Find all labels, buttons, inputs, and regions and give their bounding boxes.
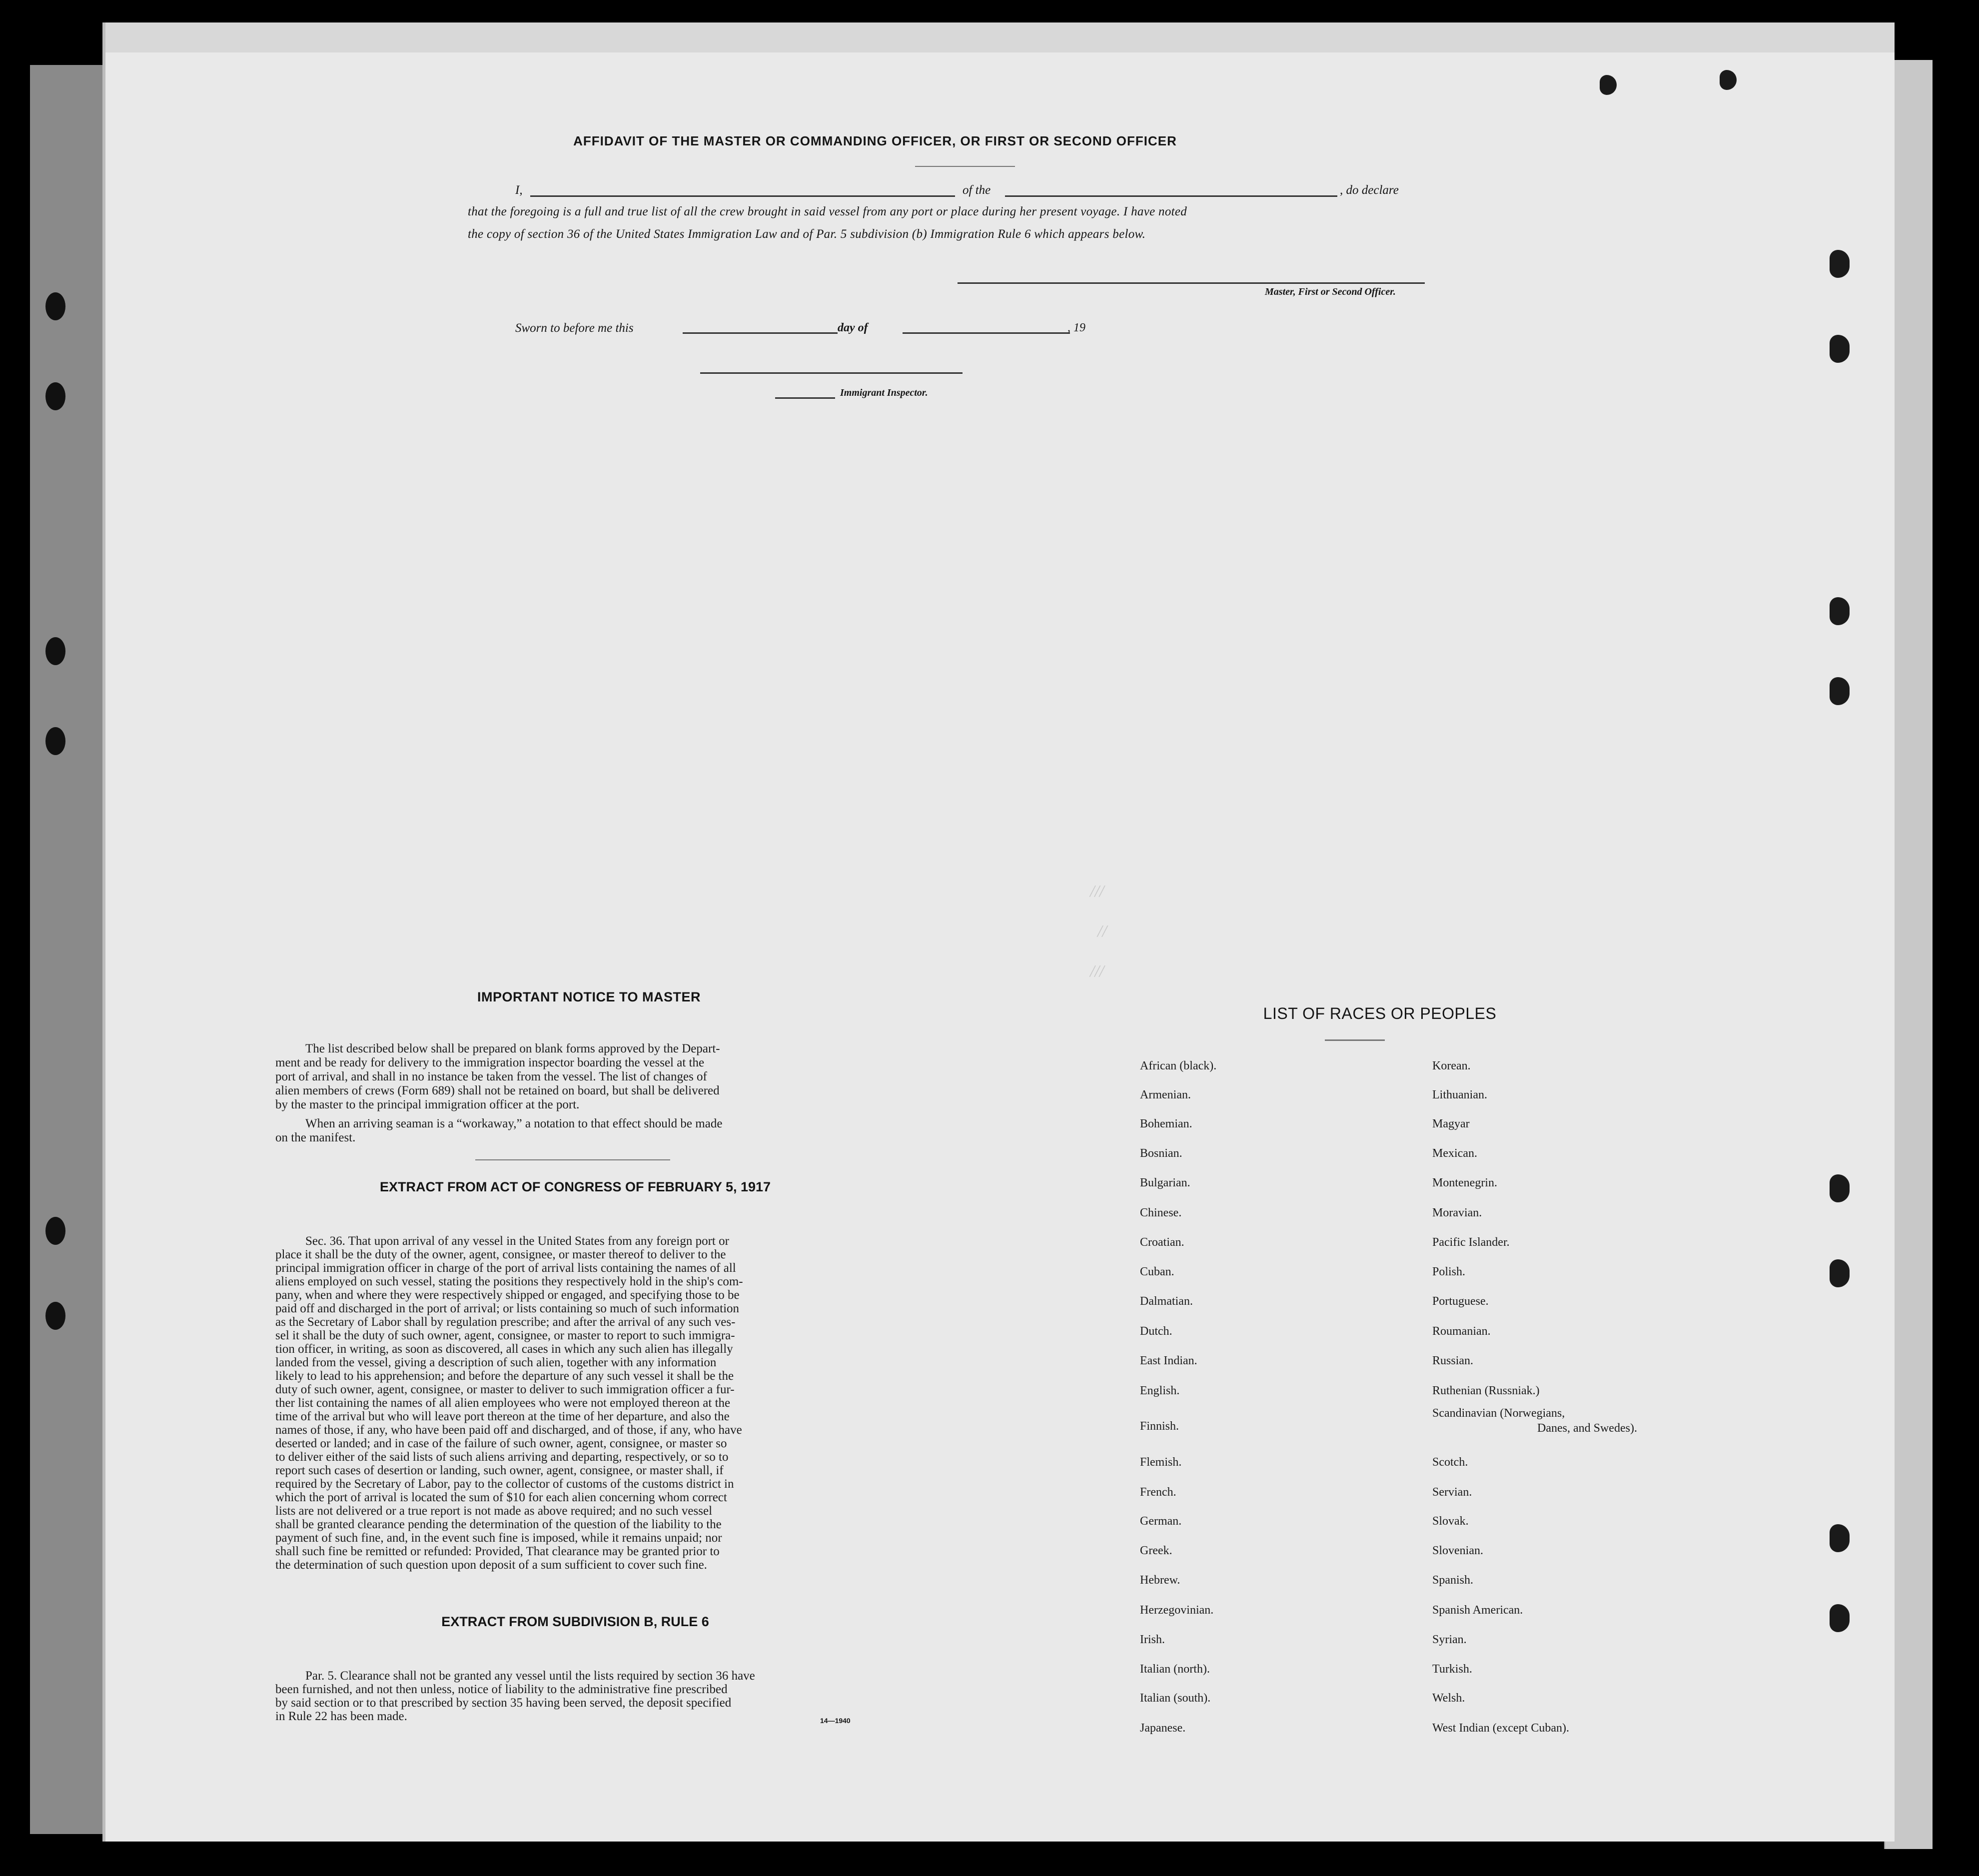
- year-prefix: , 19: [1067, 321, 1085, 334]
- punch-hole: [1720, 70, 1737, 90]
- race-entry: Turkish.: [1432, 1663, 1472, 1676]
- rule-line: by said section or to that prescribed by section 35 having been served, the deposit specified: [275, 1696, 732, 1710]
- race-entry: Montenegrin.: [1432, 1176, 1497, 1189]
- race-entry: Dutch.: [1140, 1325, 1172, 1338]
- day-of-label: day of: [838, 321, 868, 334]
- affidavit-line2: that the foregoing is a full and true list of all the crew brought in said vessel from any port or place during her present voyage. I have noted: [468, 205, 1187, 218]
- notice-paragraph-2: [275, 1117, 875, 1145]
- notice-line: on the manifest.: [275, 1131, 356, 1144]
- act-line: payment of such fine, and, in the event such fine is imposed, while it remains unpaid; nor: [275, 1531, 722, 1545]
- race-entry: Greek.: [1140, 1544, 1172, 1557]
- bleed-through-mark: ///: [1090, 882, 1104, 901]
- act-line: Sec. 36. That upon arrival of any vessel in the United States from any foreign port or: [305, 1234, 729, 1248]
- act-line: pany, when and where they were respectively shipped or engaged, and specifying those to be: [275, 1288, 740, 1302]
- bleed-through-mark: //: [1097, 922, 1107, 940]
- punch-hole: [1830, 250, 1850, 278]
- act-line: deserted or landed; and in case of the failure of such owner, agent, consignee, or master so: [275, 1437, 727, 1450]
- punch-hole: [1830, 597, 1850, 625]
- race-entry-continuation: Danes, and Swedes).: [1537, 1422, 1637, 1435]
- race-entry: Spanish American.: [1432, 1604, 1523, 1617]
- act-line: which the port of arrival is located the sum of $10 for each alien concerning whom correct: [275, 1491, 727, 1504]
- extract-act-title: EXTRACT FROM ACT OF CONGRESS OF FEBRUARY 5, 1917: [379, 1179, 771, 1194]
- extract-act-text: [275, 1234, 875, 1572]
- race-entry: Scotch.: [1432, 1456, 1468, 1469]
- race-entry: Roumanian.: [1432, 1325, 1491, 1338]
- race-entry: Italian (north).: [1140, 1663, 1210, 1676]
- punch-hole: [45, 1217, 65, 1245]
- race-entry: Slovak.: [1432, 1515, 1469, 1528]
- act-line: the determination of such question upon deposit of a sum sufficient to cover such fine.: [275, 1558, 707, 1572]
- race-entry: Spanish.: [1432, 1574, 1474, 1587]
- act-line: principal immigration officer in charge of the port of arrival lists containing the names of all: [275, 1261, 736, 1275]
- affidavit-line3: the copy of section 36 of the United States Immigration Law and of Par. 5 subdivision (b) Immigration Rule 6 which appears below.: [468, 227, 1146, 241]
- signature-label: Master, First or Second Officer.: [1265, 286, 1396, 297]
- race-entry: Korean.: [1432, 1059, 1471, 1072]
- act-line: to deliver either of the said lists of such aliens arriving and departing, respectively, or so to: [275, 1450, 729, 1464]
- rule-line: been furnished, and not then unless, notice of liability to the administrative fine prescribed: [275, 1683, 728, 1696]
- form-number: 14—1940: [820, 1717, 851, 1725]
- race-entry: Bohemian.: [1140, 1117, 1192, 1130]
- race-entry: Syrian.: [1432, 1633, 1467, 1646]
- race-entry: Croatian.: [1140, 1236, 1184, 1249]
- act-line: required by the Secretary of Labor, pay to the collector of customs of the customs district in: [275, 1477, 734, 1491]
- act-line: aliens employed on such vessel, stating the positions they respectively hold in the ship's com-: [275, 1275, 743, 1288]
- affidavit-title: AFFIDAVIT OF THE MASTER OR COMMANDING OFFICER, OR FIRST OR SECOND OFFICER: [573, 133, 1177, 148]
- race-entry: Chinese.: [1140, 1206, 1182, 1219]
- act-line: names of those, if any, who have been paid off and discharged, and of those, if any, who have: [275, 1423, 742, 1437]
- rule-line: in Rule 22 has been made.: [275, 1710, 407, 1723]
- act-line: place it shall be the duty of the owner, agent, consignee, or master thereof to deliver to the: [275, 1248, 726, 1261]
- act-line: ther list containing the names of all alien employees who were not employed thereon at the: [275, 1396, 731, 1410]
- title-divider: [915, 166, 1015, 167]
- punch-hole: [45, 1302, 65, 1330]
- punch-hole: [1830, 677, 1850, 705]
- punch-hole: [45, 292, 65, 320]
- race-entry: Flemish.: [1140, 1456, 1182, 1469]
- sworn-day-blank: [683, 332, 838, 334]
- punch-hole: [45, 637, 65, 665]
- sworn-label: Sworn to before me this: [515, 321, 634, 335]
- notice-line: alien members of crews (Form 689) shall not be retained on board, but shall be delivered: [275, 1084, 720, 1097]
- race-entry: Portuguese.: [1432, 1295, 1489, 1308]
- race-entry: Armenian.: [1140, 1088, 1191, 1101]
- affidavit-i-label: I,: [515, 183, 523, 197]
- race-entry: Italian (south).: [1140, 1692, 1211, 1705]
- act-line: shall be granted clearance pending the determination of the question of the liability to the: [275, 1518, 722, 1531]
- race-entry: Japanese.: [1140, 1722, 1186, 1735]
- race-entry: Dalmatian.: [1140, 1295, 1193, 1308]
- act-line: lists are not delivered or a true report is not made as above required; and no such vessel: [275, 1504, 713, 1518]
- race-entry: Finnish.: [1140, 1420, 1179, 1433]
- notice-line: ment and be ready for delivery to the immigration inspector boarding the vessel at the: [275, 1056, 705, 1069]
- race-entry: Herzegovinian.: [1140, 1604, 1214, 1617]
- inspector-underline: [775, 397, 835, 399]
- inspector-label: Immigrant Inspector.: [840, 387, 928, 398]
- race-entry: West Indian (except Cuban).: [1432, 1722, 1569, 1735]
- act-line: tion officer, in writing, as soon as discovered, all cases in which any such alien has illegally: [275, 1342, 733, 1356]
- race-entry: Russian.: [1432, 1354, 1474, 1367]
- act-line: paid off and discharged in the port of arrival; or lists containing so much of such information: [275, 1302, 740, 1315]
- punch-hole: [1830, 1524, 1850, 1552]
- race-entry: Pacific Islander.: [1432, 1236, 1510, 1249]
- bleed-through-mark: ///: [1090, 962, 1104, 980]
- punch-hole: [1830, 1174, 1850, 1202]
- race-entry: Irish.: [1140, 1633, 1165, 1646]
- name-blank: [530, 195, 955, 197]
- punch-hole: [1830, 1259, 1850, 1287]
- punch-hole: [1830, 335, 1850, 363]
- punch-hole: [1600, 75, 1617, 95]
- race-entry: Hebrew.: [1140, 1574, 1180, 1587]
- inspector-blank: [700, 372, 963, 374]
- race-entry: German.: [1140, 1515, 1182, 1528]
- race-entry: Moravian.: [1432, 1206, 1482, 1219]
- extract-rule-title: EXTRACT FROM SUBDIVISION B, RULE 6: [441, 1614, 709, 1629]
- sworn-month-blank: [903, 332, 1070, 334]
- extract-rule-text: [275, 1669, 875, 1723]
- act-line: landed from the vessel, giving a description of such alien, together with any information: [275, 1356, 717, 1369]
- rule-line: Par. 5. Clearance shall not be granted any vessel until the lists required by section 36 have: [305, 1669, 755, 1683]
- notice-line: port of arrival, and shall in no instance be taken from the vessel. The list of changes of: [275, 1070, 707, 1083]
- race-entry: Cuban.: [1140, 1265, 1174, 1278]
- race-entry: Servian.: [1432, 1486, 1472, 1499]
- signature-blank: [958, 282, 1425, 284]
- notice-line: The list described below shall be prepared on blank forms approved by the Depart-: [305, 1042, 720, 1055]
- notice-line: When an arriving seaman is a “workaway,” a notation to that effect should be made: [305, 1117, 723, 1130]
- affidavit-declare-label: , do declare: [1340, 183, 1399, 197]
- race-entry: Bulgarian.: [1140, 1176, 1190, 1189]
- vessel-blank: [1005, 195, 1337, 197]
- race-entry: Ruthenian (Russniak.): [1432, 1384, 1540, 1397]
- race-entry: Lithuanian.: [1432, 1088, 1487, 1101]
- race-entry: Slovenian.: [1432, 1544, 1483, 1557]
- act-line: time of the arrival but who will leave port thereon at the time of her departure, and also the: [275, 1410, 730, 1423]
- act-line: sel it shall be the duty of such owner, agent, consignee, or master to report to such immigra-: [275, 1329, 735, 1342]
- punch-hole: [45, 382, 65, 410]
- notice-paragraph-1: [275, 1042, 875, 1112]
- race-entry: Mexican.: [1432, 1147, 1477, 1160]
- notice-line: by the master to the principal immigration officer at the port.: [275, 1098, 580, 1111]
- race-entry: African (black).: [1140, 1059, 1217, 1072]
- race-entry: Polish.: [1432, 1265, 1466, 1278]
- affidavit-of-the-label: of the: [963, 183, 991, 197]
- act-line: likely to lead to his apprehension; and before the departure of any such vessel it shall be the: [275, 1369, 734, 1383]
- races-title: LIST OF RACES OR PEOPLES: [1263, 1004, 1497, 1022]
- document-page: [102, 22, 1895, 1842]
- race-entry: Magyar: [1432, 1117, 1470, 1130]
- section-divider: [475, 1159, 670, 1160]
- punch-hole: [1830, 1604, 1850, 1632]
- race-entry: Bosnian.: [1140, 1147, 1182, 1160]
- races-divider: [1325, 1039, 1385, 1041]
- race-entry: East Indian.: [1140, 1354, 1197, 1367]
- act-line: report such cases of desertion or landing, such owner, agent, consignee, or master shall, if: [275, 1464, 724, 1477]
- act-line: duty of such owner, agent, consignee, or master to deliver to such immigration officer a fur-: [275, 1383, 735, 1396]
- punch-hole: [45, 727, 65, 755]
- race-entry: French.: [1140, 1486, 1176, 1499]
- act-line: as the Secretary of Labor shall by regulation prescribe; and after the arrival of any such ves-: [275, 1315, 736, 1329]
- race-entry: English.: [1140, 1384, 1180, 1397]
- act-line: shall such fine be remitted or refunded: Provided, That clearance may be granted prior to: [275, 1545, 720, 1558]
- race-entry: Scandinavian (Norwegians,: [1432, 1407, 1565, 1420]
- notice-title: IMPORTANT NOTICE TO MASTER: [477, 989, 701, 1004]
- race-entry: Welsh.: [1432, 1692, 1465, 1705]
